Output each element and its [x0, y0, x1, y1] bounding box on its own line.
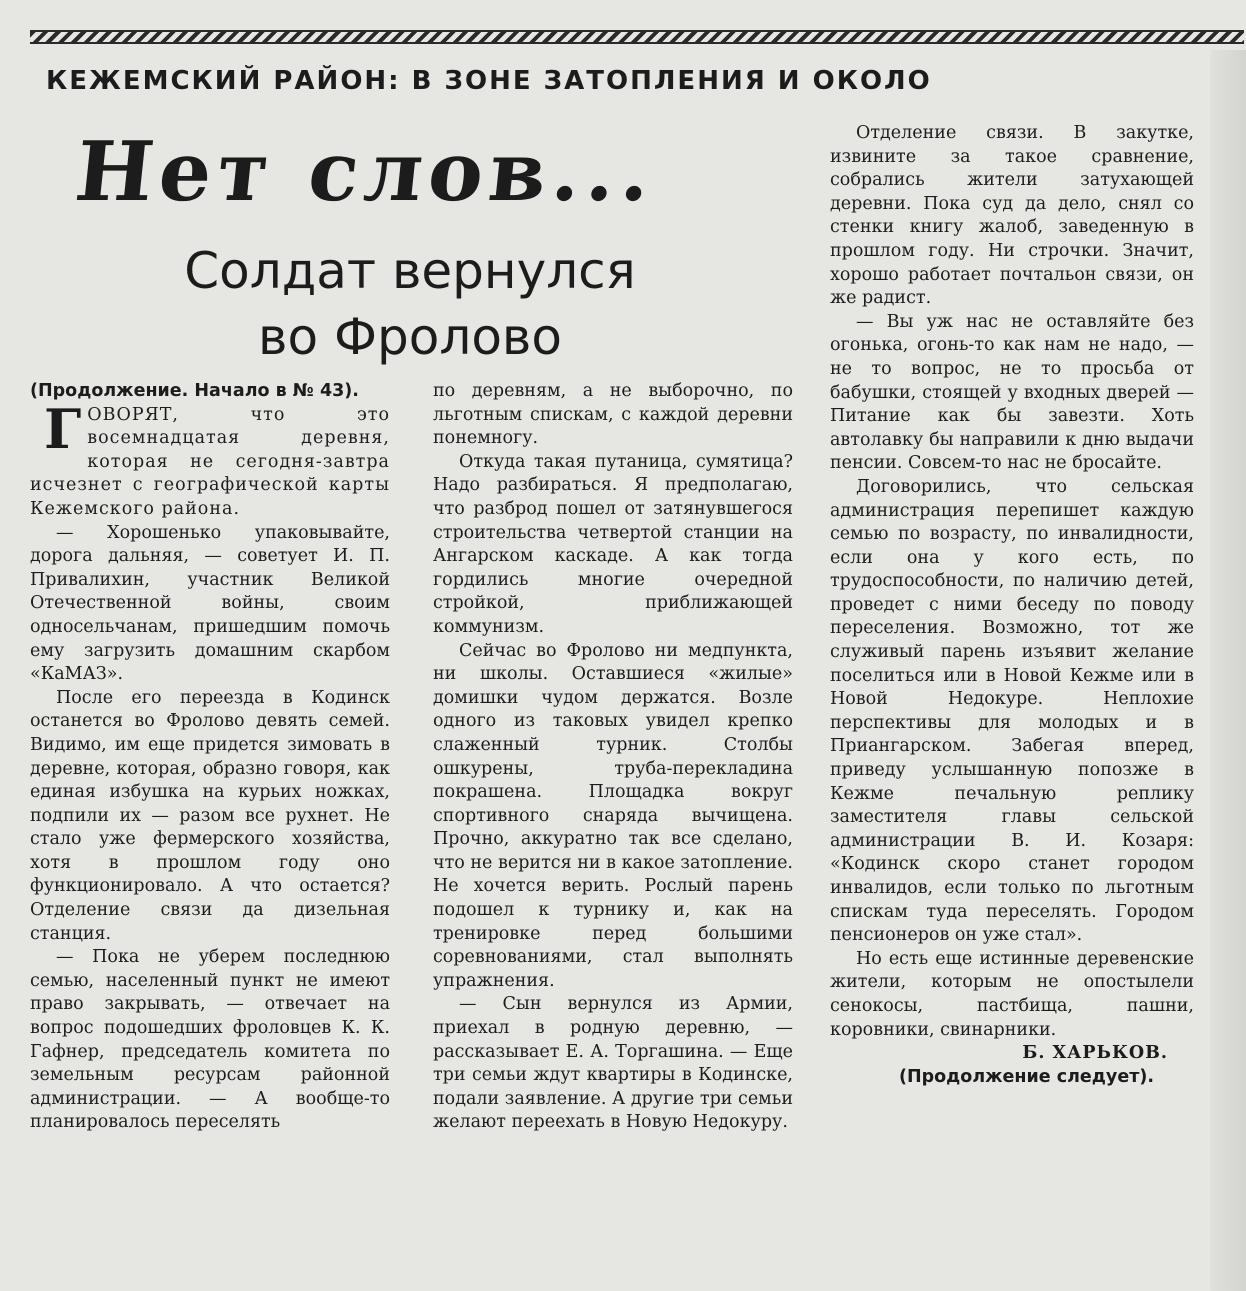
rubric: КЕЖЕМСКИЙ РАЙОН: В ЗОНЕ ЗАТОПЛЕНИЯ И ОКОЛО [46, 66, 932, 96]
lead-paragraph [30, 396, 390, 522]
paragraph: — Пока не уберем последнюю семью, населенный пункт не имеют право закрывать, — отвечает на вопрос подошедших фроловцев К. К. Гафнер, председатель комитета по земельным ресурсам районной администрации. — А вообще-то планировалось переселять [30, 947, 390, 1133]
subheadline-line: Солдат вернулся [184, 242, 636, 300]
lead-text: ОВОРЯТ, что это восемнадцатая деревня, которая не сегодня-завтра исчезнет с географической карты Кежемского района. [30, 404, 390, 519]
paragraph: по деревням, а не выборочно, по льготным спискам, с каждой деревни понемногу. [433, 381, 793, 449]
headline: Нет слов... [70, 124, 662, 220]
subheadline-line: во Фролово [258, 308, 562, 366]
article-column-1 [30, 380, 390, 1291]
paragraph: После его переезда в Кодинск останется во Фролово девять семей. Видимо, им еще придется зимовать в деревне, которая, образно говоря, как единая избушка на курьих ножках, подпили их — разом все рухнет. Не стало уже фермерского хозяйства, хотя в прошлом году оно функционировало. А что остается? Отделение связи да дизельная станция. [30, 687, 390, 944]
continuation-note: (Продолжение. Начало в № 43). [30, 381, 359, 401]
paragraph: Договорились, что сельская администрация перепишет каждую семью по возрасту, по инвалидности, если она у кого есть, по трудоспособности, по наличию детей, проведет с ними беседу по поводу переселения. Возможно, тот же служивый парень изъявит желание поселиться или в Новой Кежме или в Новой Недокуре. Неплохие перспективы для молодых и в Приангарском. Забегая вперед, приведу услышанную попозже в Кежме печальную реплику заместителя главы сельской администрации В. И. Козаря: «Кодинск скоро станет городом инвалидов, если только по льготным спискам туда переселять. Городом пенсионеров он уже стал». [830, 476, 1194, 946]
paragraph: — Сын вернулся из Армии, приехал в родную деревню, — рассказывает Е. А. Торгашина. — Еще три семьи ждут квартиры в Кодинске, подали заявление. А другие три семьи желают переехать в Новую Недокуру. [433, 994, 793, 1133]
paragraph: Отделение связи. В закутке, извините за такое сравнение, собрались жители затухающей деревни. Пока суд да дело, снял со стенки книгу жалоб, заведенную в прошлом году. Ни строчки. Значит, хорошо работает почтальон связи, он же радист. [830, 123, 1194, 309]
to-be-continued-note: (Продолжение следует). [898, 1066, 1154, 1087]
drop-cap: Г [44, 396, 82, 461]
article-column-3 [830, 122, 1194, 1291]
paragraph: — Вы уж нас не оставляйте без огонька, огонь-то как нам не надо, — не то вопрос, не то просьба от бабушки, стоящей у входных дверей — Питание как бы завезти. Хоть автолавку бы направили к дню выдачи пенсии. Совсем-то нас не бросайте. [830, 311, 1194, 474]
paragraph: — Хорошенько упаковывайте, дорога дальняя, — советует И. П. Привалихин, участник Великой Отечественной войны, своим односельчанам, пришедшим помочь ему загрузить домашним скарбом «КаМАЗ». [30, 522, 390, 685]
author-byline: Б. ХАРЬКОВ. [1022, 1043, 1168, 1064]
decorative-border [30, 30, 1244, 44]
subheadline [80, 238, 740, 370]
paragraph: Сейчас во Фролово ни медпункта, ни школы. Оставшиеся «жилые» домишки чудом держатся. Возле одного из таковых увидел крепко слаженный турник. Столбы ошкурены, труба-перекладина покрашена. Площадка вокруг спортивного снаряда вычищена. Прочно, аккуратно так все сделано, что не верится ни в какое затопление. Не хочется верить. Рослый парень подошел к турнику и, как на тренировке перед большими соревнованиями, стал выполнять упражнения. [433, 640, 793, 991]
adjacent-column-edge [1210, 50, 1246, 1291]
article-column-2 [433, 380, 793, 1291]
paragraph: Откуда такая путаница, сумятица? Надо разбираться. Я предполагаю, что разброд пошел от затянувшегося строительства четвертой станции на Ангарском каскаде. А как тогда гордились многие очередной стройкой, приближающей коммунизм. [433, 451, 793, 637]
paragraph: Но есть еще истинные деревенские жители, которым не опостылели сенокосы, пастбища, пашни, коровники, свинарники. [830, 948, 1194, 1040]
